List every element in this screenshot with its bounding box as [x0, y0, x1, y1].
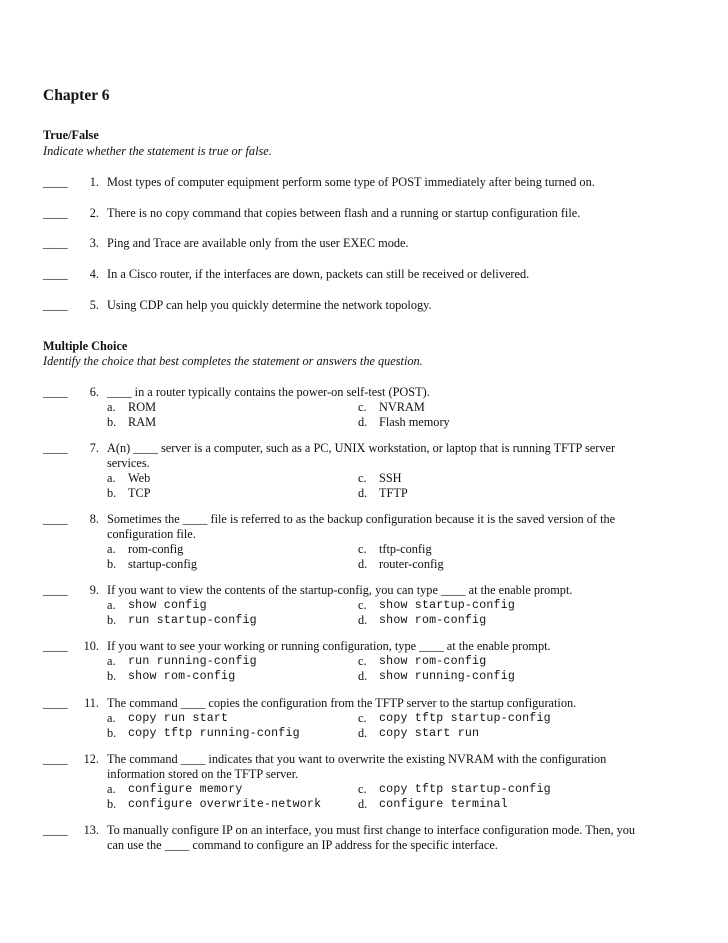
option-letter-d: d. — [358, 557, 368, 571]
answer-blank[interactable]: ____ — [43, 583, 68, 597]
option-b: run startup-config — [128, 614, 257, 627]
option-b: copy tftp running-config — [128, 727, 300, 740]
option-c: tftp-config — [379, 542, 432, 556]
answer-blank[interactable]: ____ — [43, 175, 68, 189]
question-text: Using CDP can help you quickly determine the network topology. — [107, 298, 432, 312]
option-a: show config — [128, 599, 207, 612]
option-letter-b: b. — [107, 415, 117, 429]
question-text-continued: configuration file. — [107, 527, 196, 541]
question-number: 2. — [89, 206, 99, 220]
question-text: Sometimes the ____ file is referred to as the backup configuration because it is the saved version of the — [107, 512, 616, 526]
option-c: show startup-config — [379, 599, 515, 612]
option-d: Flash memory — [379, 415, 450, 429]
question-text: ____ in a router typically contains the power-on self-test (POST). — [107, 385, 430, 399]
option-d: TFTP — [379, 486, 408, 500]
option-letter-c: c. — [358, 471, 367, 485]
option-letter-b: b. — [107, 669, 117, 683]
option-d: show rom-config — [379, 614, 487, 627]
answer-blank[interactable]: ____ — [43, 752, 68, 766]
option-a: copy run start — [128, 712, 229, 725]
question-text: The command ____ indicates that you want to overwrite the existing NVRAM with the configuration — [107, 752, 607, 766]
option-letter-a: a. — [107, 782, 116, 796]
option-a: Web — [128, 471, 151, 485]
option-letter-d: d. — [358, 726, 368, 740]
option-letter-b: b. — [107, 613, 117, 627]
question-text: To manually configure IP on an interface, you must first change to interface configuration mode. Then, you — [107, 823, 636, 837]
question-text: Ping and Trace are available only from the user EXEC mode. — [107, 236, 409, 250]
question-number: 4. — [89, 267, 99, 281]
option-letter-c: c. — [358, 782, 367, 796]
question-text-continued: services. — [107, 456, 150, 470]
section-title-multiple-choice: Multiple Choice — [43, 339, 128, 353]
question-number: 5. — [89, 298, 99, 312]
question-number: 9. — [89, 583, 99, 597]
option-a: configure memory — [128, 783, 243, 796]
option-d: show running-config — [379, 670, 515, 683]
chapter-title: Chapter 6 — [43, 87, 110, 104]
answer-blank[interactable]: ____ — [43, 639, 68, 653]
question-text-continued: information stored on the TFTP server. — [107, 767, 299, 781]
option-letter-a: a. — [107, 598, 116, 612]
option-letter-a: a. — [107, 711, 116, 725]
section-title-true-false: True/False — [43, 128, 99, 142]
option-letter-d: d. — [358, 797, 368, 811]
option-b: TCP — [128, 486, 151, 500]
option-c: copy tftp startup-config — [379, 712, 551, 725]
option-c: NVRAM — [379, 400, 425, 414]
answer-blank[interactable]: ____ — [43, 206, 68, 220]
question-number: 13. — [83, 823, 99, 837]
question-number: 12. — [83, 752, 99, 766]
question-number: 3. — [89, 236, 99, 250]
answer-blank[interactable]: ____ — [43, 696, 68, 710]
option-letter-c: c. — [358, 542, 367, 556]
option-a: ROM — [128, 400, 157, 414]
option-letter-d: d. — [358, 486, 368, 500]
option-letter-d: d. — [358, 415, 368, 429]
question-number: 10. — [83, 639, 99, 653]
question-text: The command ____ copies the configuration from the TFTP server to the startup configuration. — [107, 696, 577, 710]
option-letter-c: c. — [358, 654, 367, 668]
option-c: show rom-config — [379, 655, 487, 668]
option-letter-b: b. — [107, 797, 117, 811]
answer-blank[interactable]: ____ — [43, 385, 68, 399]
option-d: copy start run — [379, 727, 480, 740]
option-d: router-config — [379, 557, 444, 571]
option-letter-a: a. — [107, 542, 116, 556]
question-number: 8. — [89, 512, 99, 526]
question-text: If you want to view the contents of the startup-config, you can type ____ at the enable prompt. — [107, 583, 573, 597]
question-text: In a Cisco router, if the interfaces are down, packets can still be received or delivered. — [107, 267, 530, 281]
answer-blank[interactable]: ____ — [43, 236, 68, 250]
option-letter-b: b. — [107, 726, 117, 740]
option-d: configure terminal — [379, 798, 508, 811]
answer-blank[interactable]: ____ — [43, 298, 68, 312]
option-a: rom-config — [128, 542, 184, 556]
option-letter-c: c. — [358, 711, 367, 725]
question-text: There is no copy command that copies between flash and a running or startup configuration file. — [107, 206, 581, 220]
answer-blank[interactable]: ____ — [43, 512, 68, 526]
option-a: run running-config — [128, 655, 257, 668]
option-b: RAM — [128, 415, 157, 429]
option-b: show rom-config — [128, 670, 236, 683]
section-instruction-true-false: Indicate whether the statement is true or false. — [43, 144, 272, 158]
question-text-continued: can use the ____ command to configure an IP address for the specific interface. — [107, 838, 498, 852]
question-number: 7. — [89, 441, 99, 455]
option-letter-b: b. — [107, 557, 117, 571]
question-number: 11. — [84, 696, 99, 710]
option-letter-a: a. — [107, 471, 116, 485]
option-letter-a: a. — [107, 400, 116, 414]
option-b: configure overwrite-network — [128, 798, 322, 811]
option-letter-d: d. — [358, 613, 368, 627]
option-b: startup-config — [128, 557, 197, 571]
section-instruction-multiple-choice: Identify the choice that best completes the statement or answers the question. — [43, 354, 423, 368]
option-letter-d: d. — [358, 669, 368, 683]
option-c: copy tftp startup-config — [379, 783, 551, 796]
question-number: 6. — [89, 385, 99, 399]
question-text: A(n) ____ server is a computer, such as a PC, UNIX workstation, or laptop that is running TFTP server — [107, 441, 616, 455]
option-c: SSH — [379, 471, 402, 485]
question-text: If you want to see your working or running configuration, type ____ at the enable prompt. — [107, 639, 551, 653]
option-letter-c: c. — [358, 400, 367, 414]
option-letter-c: c. — [358, 598, 367, 612]
option-letter-a: a. — [107, 654, 116, 668]
option-letter-b: b. — [107, 486, 117, 500]
answer-blank[interactable]: ____ — [43, 267, 68, 281]
question-text: Most types of computer equipment perform some type of POST immediately after being turned on. — [107, 175, 595, 189]
answer-blank[interactable]: ____ — [43, 441, 68, 455]
question-number: 1. — [89, 175, 99, 189]
answer-blank[interactable]: ____ — [43, 823, 68, 837]
